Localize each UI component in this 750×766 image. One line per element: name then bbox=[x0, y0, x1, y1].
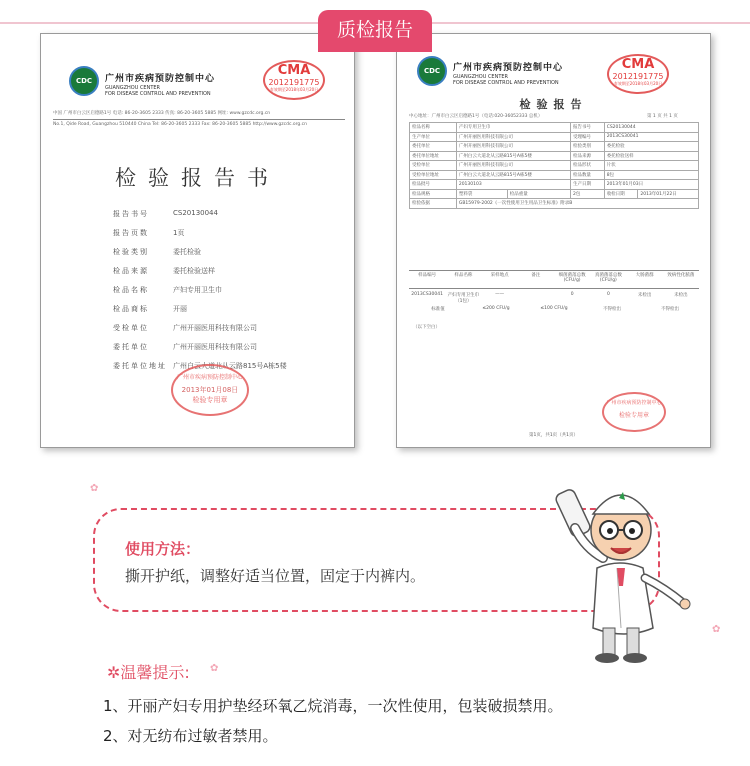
cma-mark: CMA bbox=[621, 57, 655, 72]
result-cell: 未检出 bbox=[674, 293, 688, 298]
result-cell: 致病性化脓菌 bbox=[667, 273, 695, 278]
table-row bbox=[410, 132, 699, 142]
result-cell bbox=[518, 292, 554, 304]
table-cell: 收检日期 bbox=[604, 189, 638, 199]
address-cn: 中国 广州市白云区启德路1号 电话: 86-20-3605 2333 传真: 86-20-3605 5885 网址: www.gzcdc.org.cn bbox=[53, 111, 271, 116]
table-row bbox=[410, 161, 699, 171]
result-cell: 样品编号 bbox=[418, 273, 437, 278]
field-value: 产妇专用卫生巾 bbox=[173, 286, 222, 294]
table-cell: 20130103 bbox=[456, 180, 570, 190]
table-cell: 受理编号 bbox=[571, 132, 605, 142]
cma-number: 2012191775 bbox=[268, 78, 320, 87]
table-cell: 检品形状 bbox=[571, 161, 605, 171]
cma-seal bbox=[607, 54, 669, 94]
table-cell: 检品数量 bbox=[571, 170, 605, 180]
table-cell: 受检单位 bbox=[410, 161, 457, 171]
table-cell: 产妇专用卫生巾 bbox=[456, 123, 570, 133]
table-row bbox=[410, 170, 699, 180]
flower-icon: ✿ bbox=[90, 483, 99, 494]
address-en: No.1, Qide Road, Guangzhou 510440 China Tel: 86-20-3605 2333 Fax: 86-20-3605 5885 http://www.gzcdc.org.cn bbox=[53, 122, 307, 127]
table-cell: 检品重量 bbox=[507, 189, 570, 199]
table-row bbox=[410, 180, 699, 190]
report-field bbox=[113, 228, 184, 240]
table-cell: 检验依据 bbox=[410, 199, 457, 209]
org-name-cn: 广州市疾病预防控制中心 bbox=[105, 74, 216, 84]
table-cell: 广州开丽医用科技有限公司 bbox=[456, 161, 570, 171]
field-value: 广州开丽医用科技有限公司 bbox=[173, 324, 257, 332]
table-row bbox=[410, 123, 699, 133]
result-cell: 不得检出 bbox=[603, 307, 621, 312]
doctor-mascot-icon bbox=[545, 468, 695, 668]
report-field bbox=[113, 209, 218, 221]
table-cell: 2包 bbox=[571, 189, 605, 199]
table-cell: 委托单位 bbox=[410, 142, 457, 152]
field-label: 检品来源 bbox=[113, 267, 149, 275]
stamp-label: 检验专用章 bbox=[192, 396, 228, 404]
org-name-en-1: GUANGZHOU CENTER bbox=[105, 85, 161, 91]
field-label: 委托单位 bbox=[113, 343, 149, 351]
report-title: 检验报告书 bbox=[115, 166, 280, 190]
report-field bbox=[113, 266, 215, 278]
usage-text: 撕开护纸，调整好适当位置，固定于内裤内。 bbox=[125, 567, 426, 585]
report-field bbox=[113, 285, 222, 297]
report-field bbox=[113, 247, 201, 259]
field-label: 委托单位地址 bbox=[113, 362, 167, 370]
standard-row bbox=[409, 306, 699, 312]
cma-seal bbox=[263, 60, 325, 100]
result-cell: 0 bbox=[570, 292, 574, 297]
result-cell: 真菌菌落总数(CFU/g) bbox=[594, 273, 622, 283]
table-row bbox=[410, 199, 699, 209]
table-row bbox=[410, 151, 699, 161]
stamp-label: 检验专用章 bbox=[618, 412, 649, 419]
field-value: 委托检验送样 bbox=[173, 267, 215, 275]
field-value: 1页 bbox=[173, 229, 185, 237]
table-cell: GB15979-2002《一次性使用卫生用品卫生标准》附录B bbox=[456, 199, 698, 209]
table-cell: 委托单位地址 bbox=[410, 151, 457, 161]
field-value: 广州开丽医用科技有限公司 bbox=[173, 343, 257, 351]
table-cell: 广州白云大道北从云路815号A栋5楼 bbox=[456, 170, 570, 180]
result-cell: ≤100 CFU/g bbox=[540, 306, 568, 311]
result-cell: 0 bbox=[606, 292, 610, 297]
report-title: 检验报告 bbox=[519, 98, 588, 111]
table-row bbox=[410, 142, 699, 152]
result-cell: —— bbox=[495, 292, 505, 297]
result-cell: 不得检出 bbox=[661, 307, 679, 312]
report-field bbox=[113, 323, 257, 335]
official-stamp bbox=[602, 392, 666, 432]
cma-validity: 有效期至2018年03月20日 bbox=[269, 87, 319, 92]
table-cell: 广州开丽医用科技有限公司 bbox=[456, 132, 570, 142]
result-cell: 未检出 bbox=[637, 293, 652, 298]
inspection-report-detail bbox=[396, 33, 711, 448]
table-cell: 片状 bbox=[604, 161, 698, 171]
table-cell: 委托检验 bbox=[604, 142, 698, 152]
table-cell: 2013年01月22日 bbox=[638, 189, 699, 199]
result-cell: 大肠菌群 bbox=[635, 273, 654, 278]
tips-title: ✲温馨提示: bbox=[107, 663, 190, 682]
table-cell: CS20130044 bbox=[604, 123, 698, 133]
field-label: 检验类别 bbox=[113, 248, 149, 256]
cma-validity: 有效期至2018年03月20日 bbox=[613, 81, 663, 86]
result-cell: 样品名称 bbox=[454, 273, 473, 278]
cdc-logo-icon: CDC bbox=[417, 56, 447, 86]
table-row bbox=[410, 189, 699, 199]
report-info-table bbox=[409, 122, 699, 209]
result-header-row bbox=[409, 272, 699, 283]
result-cell: 标准值 bbox=[431, 307, 445, 312]
table-cell: 8包 bbox=[604, 170, 698, 180]
result-cell: 采样地点 bbox=[490, 273, 509, 278]
table-cell: 检验类别 bbox=[571, 142, 605, 152]
table-cell: 生产单位 bbox=[410, 132, 457, 142]
usage-title: 使用方法： bbox=[125, 540, 201, 558]
field-value: 委托检验 bbox=[173, 248, 201, 256]
field-value: CS20130044 bbox=[173, 209, 218, 217]
official-stamp bbox=[171, 364, 249, 416]
page-note: 第 1 页 共 1 页 bbox=[647, 114, 678, 119]
field-value: 广州白云大道北从云路815号A栋5楼 bbox=[173, 362, 287, 370]
result-row bbox=[409, 292, 699, 304]
table-cell: 生产日期 bbox=[571, 180, 605, 190]
stamp-date: 2013年01月08日 bbox=[181, 386, 239, 394]
flower-icon: ✿ bbox=[210, 663, 219, 674]
inspection-report-cover bbox=[40, 33, 355, 448]
org-name-en-2: FOR DISEASE CONTROL AND PREVENTION bbox=[453, 80, 559, 86]
result-cell: 备注 bbox=[531, 273, 541, 278]
result-cell: 产妇专用卫生巾（1包） bbox=[447, 293, 480, 304]
report-field bbox=[113, 342, 257, 354]
cma-number: 2012191775 bbox=[612, 72, 664, 81]
field-label: 检品名称 bbox=[113, 286, 149, 294]
table-cell: 2013年01月03日 bbox=[604, 180, 698, 190]
table-cell: 广州开丽医用科技有限公司 bbox=[456, 142, 570, 152]
field-label: 受检单位 bbox=[113, 324, 149, 332]
table-cell: 检品规格 bbox=[410, 189, 457, 199]
org-name-cn: 广州市疾病预防控制中心 bbox=[453, 63, 564, 73]
divider bbox=[409, 270, 699, 271]
result-cell: ≤200 CFU/g bbox=[482, 306, 510, 311]
field-label: 检品商标 bbox=[113, 305, 149, 313]
field-label: 报告书号 bbox=[113, 210, 149, 218]
table-cell: 检品批号 bbox=[410, 180, 457, 190]
footer-note: 第1页，共1页（共1页） bbox=[528, 433, 579, 438]
blank-note: （以下空白） bbox=[413, 325, 440, 330]
cma-mark: CMA bbox=[277, 63, 311, 78]
table-cell: 受检单位地址 bbox=[410, 170, 457, 180]
result-cell: 细菌菌落总数(CFU/g) bbox=[558, 273, 586, 283]
divider bbox=[409, 288, 699, 289]
table-cell: 报告书号 bbox=[571, 123, 605, 133]
center-address: 中心地址：广州市白云区启德路1号（电话:020-36052333 总机） bbox=[409, 114, 543, 119]
table-cell: 2013CS30041 bbox=[604, 132, 698, 142]
tab-quality-report[interactable]: 质检报告 bbox=[318, 10, 432, 52]
field-value: 开丽 bbox=[173, 305, 187, 313]
report-field bbox=[113, 304, 187, 316]
table-cell: 检品名称 bbox=[410, 123, 457, 133]
stamp-org: 广州市疾病预防控制中心 bbox=[606, 400, 662, 406]
table-cell: 塑料袋 bbox=[456, 189, 507, 199]
stamp-org: 广州市疾病预防控制中心 bbox=[176, 374, 243, 381]
org-name-en-2: FOR DISEASE CONTROL AND PREVENTION bbox=[105, 91, 211, 97]
cdc-logo-icon: CDC bbox=[69, 66, 99, 96]
tip-line-1: 1、开丽产妇专用护垫经环氧乙烷消毒，一次性使用，包装破损禁用。 bbox=[103, 697, 563, 715]
org-name-en-1: GUANGZHOU CENTER bbox=[453, 74, 509, 80]
divider bbox=[53, 119, 345, 120]
tip-line-2: 2、对无纺布过敏者禁用。 bbox=[103, 727, 278, 745]
field-label: 报告页数 bbox=[113, 229, 149, 237]
table-cell: 检品来源 bbox=[571, 151, 605, 161]
flower-icon: ✿ bbox=[712, 624, 721, 635]
table-cell: 广州白云大道北从云路815号A栋5楼 bbox=[456, 151, 570, 161]
table-cell: 委托检验送样 bbox=[604, 151, 698, 161]
result-cell: 2013CS30041 bbox=[411, 292, 444, 297]
